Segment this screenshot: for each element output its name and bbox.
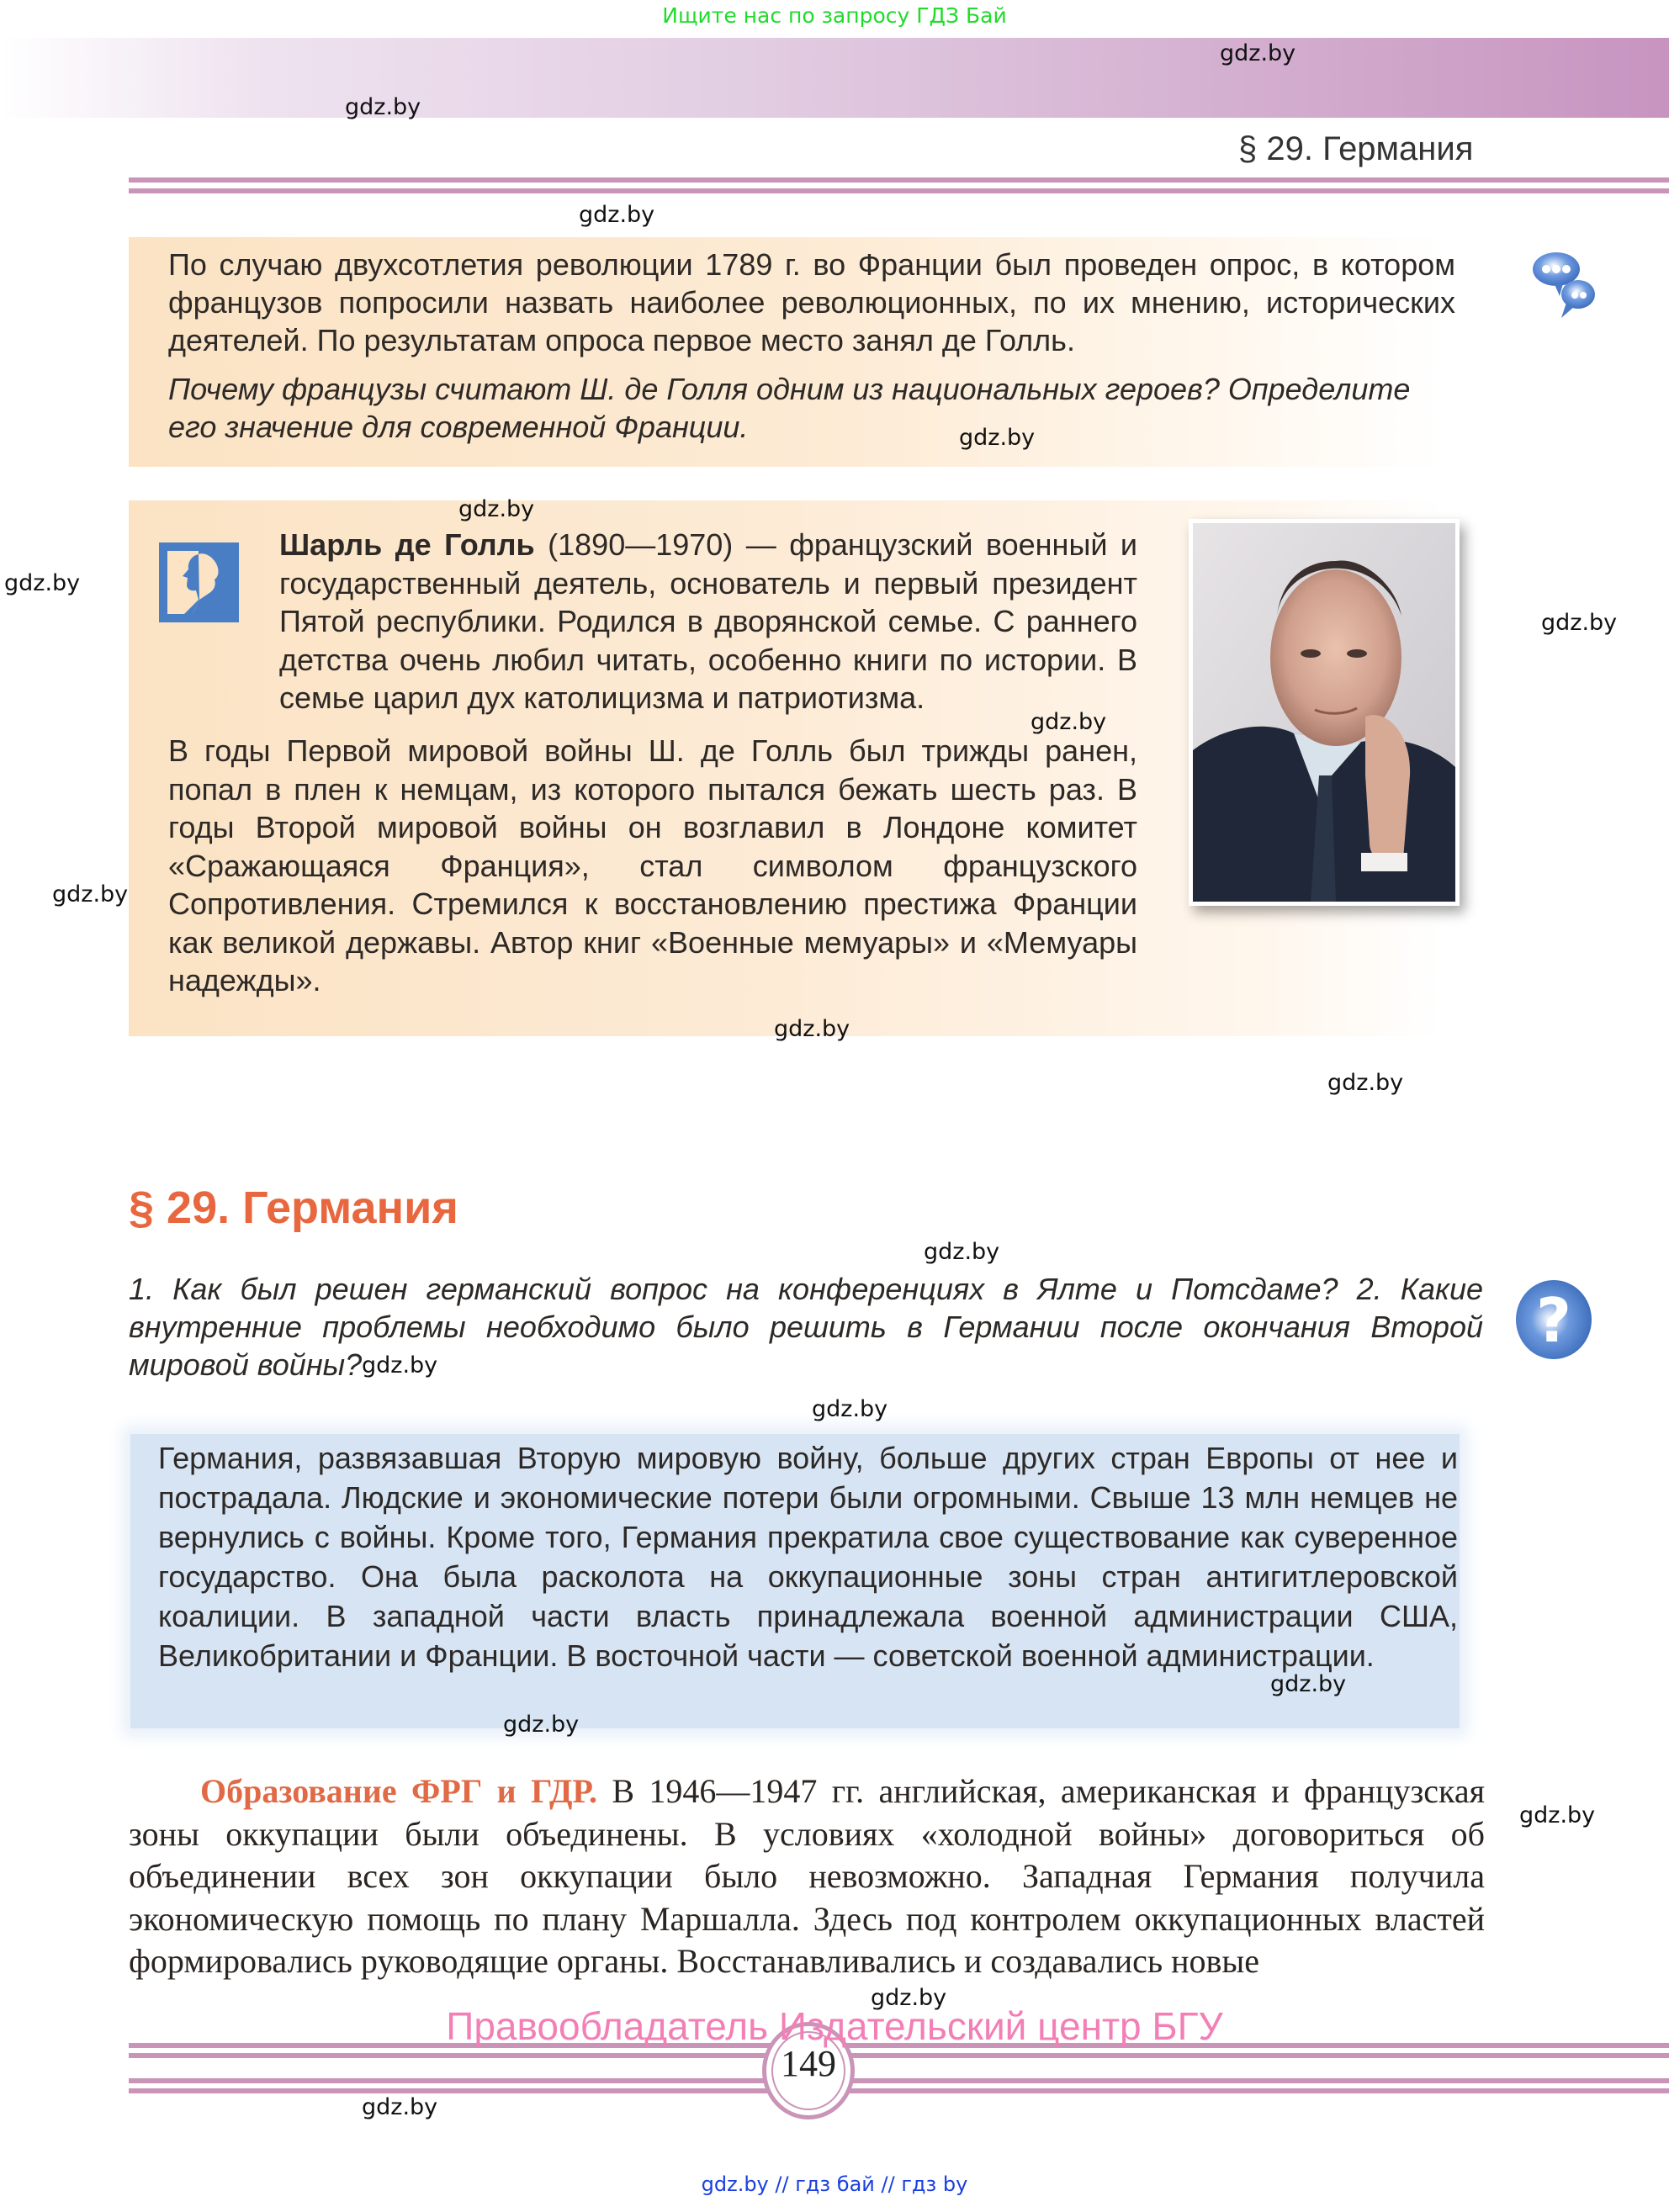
watermark: gdz.by: [924, 1239, 1000, 1265]
watermark: gdz.by: [52, 881, 129, 908]
footer-rule-2: [129, 2053, 1669, 2058]
discussion-question: Почему французы считают Ш. де Голля одним из национальных героев? Определите его значение для современной Франции.: [168, 372, 1411, 444]
body-text: В 1946—1947 гг. английская, американская и французская зоны оккупации были объединены. В условиях «холодной войны» договориться об объединении всех зон оккупации было невозможно. Западная Германия получила экономическую помощь по плану Маршалла. Здесь под контролем оккупационных властей формировались руководящие органы. Восстанавливались и создавались новые: [129, 1772, 1486, 1980]
watermark: gdz.by: [4, 570, 81, 596]
intro-text: Германия, развязавшая Вторую мировую войну, больше других стран Европы от нее и пострадала. Людские и экономические потери были огромными. Свыше 13 млн немцев не вернулись с войны. Кроме того, Германия прекратила свое существование как суверенное государство. Она была расколота на оккупационные зоны стран антигитлеровской коалиции. В западной части власть принадлежала военной администрации США, Великобритании и Франции. В восточной части — советской военной администрации.: [158, 1441, 1458, 1673]
svg-text:?: ?: [1536, 1285, 1571, 1356]
watermark: gdz.by: [1327, 1070, 1404, 1096]
section-title: § 29. Германия: [129, 1183, 458, 1233]
watermark: gdz.by: [871, 1985, 947, 2011]
watermark: gdz.by: [1541, 610, 1618, 636]
watermark: gdz.by: [458, 496, 535, 522]
biography-text: — французский военный и государственный деятель, основатель и первый президент Пятой республики. Родился в дворянской семье. С раннего детства очень любил читать, особенно книги по истории. В семье царил дух католицизма и патриотизма.: [279, 527, 1137, 715]
copyright-notice: Правообладатель Издательский центр БГУ: [446, 2004, 1223, 2048]
page-number: 149: [781, 2043, 836, 2084]
watermark: gdz.by: [362, 1352, 438, 1379]
biography-name: Шарль де Голль: [279, 527, 535, 562]
watermark: gdz.by: [1519, 1802, 1596, 1828]
biography-paragraph-2: В годы Первой мировой войны Ш. де Голль был трижды ранен, попал в плен к немцам, из которого пытался бежать шесть раз. В годы Второй мировой войны он возглавил в Лондоне комитет «Сражающаяся Франция», стал символом французского Сопротивления. Стремился к восстановлению престижа Франции как великой державы. Автор книг «Военные мемуары» и «Мемуары надежды».: [168, 733, 1137, 998]
watermark: gdz.by: [959, 425, 1036, 451]
watermark: gdz.by: [1270, 1671, 1347, 1697]
watermark: gdz.by: [1220, 40, 1296, 66]
preview-questions: 1. Как был решен германский вопрос на конференциях в Ялте и Потсдаме? 2. Какие внутренние проблемы необходимо было решить в Германии после окончания Второй мировой войны?: [129, 1272, 1483, 1382]
biography-paragraph-1: [168, 526, 1137, 717]
subheading-frg-gdr: Образование ФРГ и ГДР.: [200, 1772, 597, 1810]
footer-rule-4: [129, 2088, 1669, 2093]
watermark: gdz.by: [503, 1712, 580, 1738]
header-rule-bottom: [129, 188, 1669, 193]
header-rule-top: [129, 177, 1669, 183]
promo-banner: Ищите нас по запросу ГДЗ Бай: [662, 3, 1007, 28]
running-head: § 29. Германия: [1238, 130, 1474, 167]
watermark: gdz.by: [579, 202, 655, 228]
body-paragraph: [129, 1770, 1485, 1983]
question-mark-icon: [1513, 1278, 1595, 1361]
discussion-text: По случаю двухсотлетия революции 1789 г. во Франции был проведен опрос, в котором французов попросили назвать наиболее революционных, по их мнению, исторических деятелей. По результатам опроса первое место занял де Голль.: [168, 247, 1455, 357]
biography-years: (1890—1970): [548, 527, 734, 562]
watermark: gdz.by: [1031, 709, 1107, 735]
header-band: [0, 38, 1669, 118]
watermark: gdz.by: [812, 1396, 888, 1422]
watermark: gdz.by: [774, 1016, 850, 1042]
watermark: gdz.by: [362, 2094, 438, 2120]
discussion-chat-icon: [1523, 244, 1607, 328]
footer-links[interactable]: gdz.by // гдз бай // гдз by: [701, 2172, 968, 2196]
footer-rule-3: [129, 2078, 1669, 2083]
watermark: gdz.by: [345, 94, 421, 120]
portrait-charles-de-gaulle: [1189, 519, 1460, 906]
